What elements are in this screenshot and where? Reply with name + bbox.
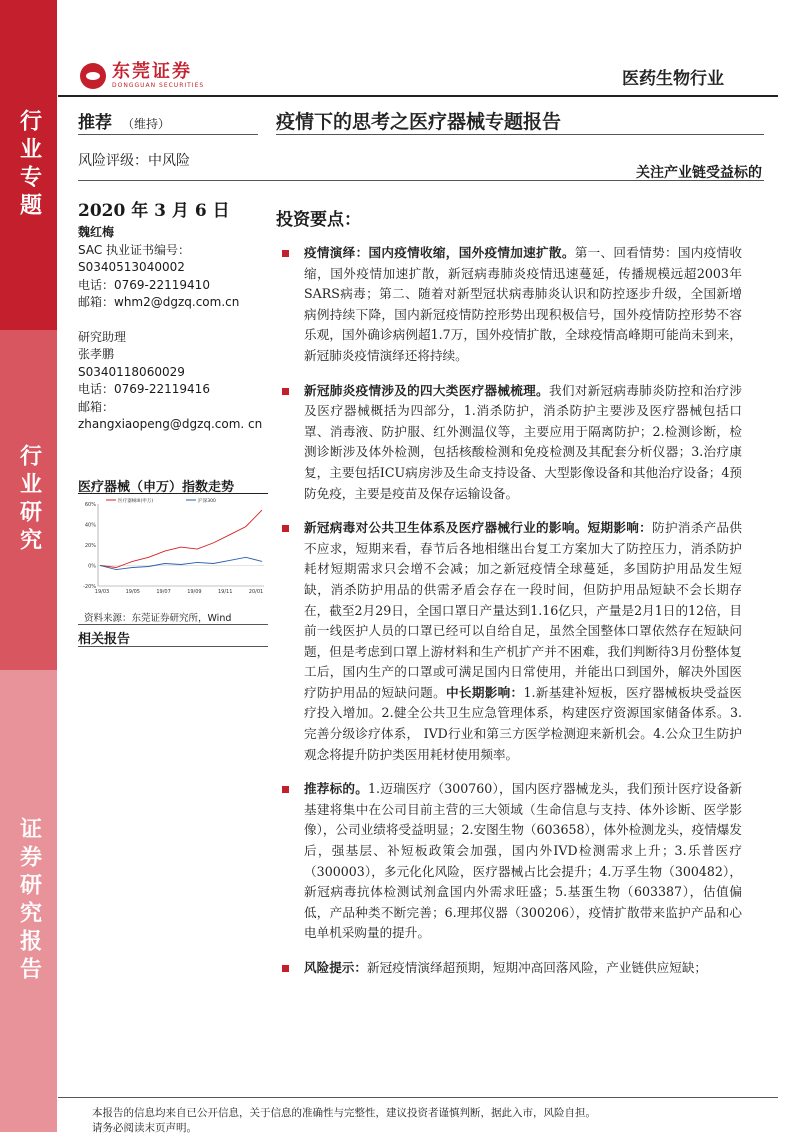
assistant-cert: S0340118060029 xyxy=(78,364,185,379)
bullet-body: 防护消杀产品供不应求，短期来看，春节后各地相继出台复工方案加大了防控压力，消杀防护耗材短期需求只会增不会减；加之新冠疫情全球蔓延，多国防护用品发生短缺，消杀防护用品的供需矛盾会存在一段时间，但防护用品短缺不会长期存在，截至2月29日，全国口罩日产量达到1.16亿只，产量是2月1日的12倍，目前一线医护人员的口罩已经可以自给自足，虽然全国整体口罩依然存在短缺问题，但是考虑到口罩上游材料和生产机扩产并不困难，我们判断待3月份整体复工后，国内生产的口罩或可满足国内日常使用，并能出口到国外，解决外国医疗防护用品的短缺问题。 xyxy=(304,520,743,700)
series-line-2 xyxy=(100,557,262,569)
analyst-phone: 电话：0769-22119410 xyxy=(78,277,210,292)
analyst-cert-label: SAC 执业证书编号： xyxy=(78,242,191,257)
risk-rating: 风险评级：中风险 xyxy=(78,153,190,169)
y-tick-label: 60% xyxy=(84,502,96,508)
report-title: 疫情下的思考之医疗器械专题报告 xyxy=(276,111,562,133)
logo-name-en: DONGGUAN SECURITIES xyxy=(112,82,205,89)
chart-source: 资料来源：东莞证券研究所，Wind xyxy=(84,613,232,624)
y-tick-label: 0% xyxy=(88,563,96,570)
sidebar xyxy=(0,0,57,1132)
x-tick-label: 19/07 xyxy=(156,589,171,595)
bullet-head: 推荐标的。 xyxy=(304,781,368,797)
industry-label: 医药生物行业 xyxy=(622,69,724,89)
analyst-info xyxy=(78,224,262,434)
related-divider xyxy=(78,646,268,647)
header-divider xyxy=(58,95,778,97)
legend-label-1: 医疗器械III(申万) xyxy=(118,499,154,504)
report-subtitle: 关注产业链受益标的 xyxy=(636,165,762,181)
bullet-body-2: 1.新基建补短板，医疗器械板块受益医疗投入增加。2.健全公共卫生应急管理体系，构建医疗资源国家储备体系。3.完善分级诊疗体系， IVD行业和第三方医学检测迎来新机会。4.公众卫生防护观念将提升防护类医用耗材使用频率。 xyxy=(304,684,742,762)
rating-label: 推荐 xyxy=(78,113,112,133)
sidebar-label: 行业专题 xyxy=(16,109,42,221)
left-divider xyxy=(78,134,258,135)
report-date: 2020 年 3 月 6 日 xyxy=(78,201,230,221)
chart-title: 医疗器械（申万）指数走势 xyxy=(78,480,235,495)
bullet-body: 我们对新冠病毒肺炎防控和治疗涉及医疗器械概括为四部分，1.消杀防护，消杀防护主要涉及医疗器械包括口罩、消毒液、防护服、红外测温仪等，主要应用于隔离防护；2.检测诊断，检测诊断涉及体外检测，包括核酸检测和免疫检测及其配套分析仪器；3.治疗康复，主要包括ICU病房涉及生命支持设备、大型影像设备和其他治疗设备；4预防免疫，主要是疫苗及保存运输设备。 xyxy=(304,382,743,501)
x-tick-label: 19/09 xyxy=(187,589,202,595)
company-logo xyxy=(80,62,204,89)
x-tick-label: 19/03 xyxy=(94,589,110,595)
bullet-impact xyxy=(276,518,742,765)
logo-name-cn: 东莞证券 xyxy=(112,61,192,82)
bullet-recommendations xyxy=(276,779,742,944)
bullet-body: 第一、回看情势：国内疫情收缩，国外疫情加速扩散，新冠病毒肺炎疫情迅速蔓延，传播规模远超2003年SARS病毒；第二、随着对新型冠状病毒肺炎认识和防控逐步升级，全国新增病例持续下降，国内新冠疫情防控形势出现积极信号，国外疫情防控形势不容乐观，国外确诊病例超1.7万，国外疫情扩散，全球疫情高峰期可能尚未到来，新冠肺炎疫情演绎还将持续。 xyxy=(304,245,743,363)
related-reports-heading: 相关报告 xyxy=(78,632,131,647)
bullet-body: 1.迈瑞医疗（300760），国内医疗器械龙头，我们预计医疗设备新基建将集中在公司目前主营的三大领域（生命信息与支持、体外诊断、医学影像），公司业绩将受益明显；2.安图生物（603658），体外检测龙头，疫情爆发后，强基层、补短板政策会加强，国内外IVD检测需求上升；3.乐普医疗（300003），多元化化风险，医疗器械占比会提升；4.万孚生物（300482），新冠病毒抗体检测试剂盒国内外需求旺盛；5.基蛋生物（603387），估值偏低，产品种类不断完善；6.理邦仪器（300206），疫情扩散带来监护产品和心电单机采购量的提升。 xyxy=(304,781,742,941)
sidebar-segment-industry-research xyxy=(0,330,57,670)
bullet-head: 疫情演绎：国内疫情收缩，国外疫情加速扩散。 xyxy=(304,245,575,260)
sidebar-label: 行业研究 xyxy=(16,444,42,556)
sidebar-segment-securities-report xyxy=(0,670,57,1132)
bullet-head: 风险提示： xyxy=(304,960,367,975)
rating-note: （维持） xyxy=(122,117,171,131)
analyst-email: 邮箱：whm2@dgzq.com.cn xyxy=(78,295,240,309)
footer-line-2: 请务必阅读末页声明。 xyxy=(92,1122,197,1134)
rating xyxy=(78,108,170,133)
assistant-email-label: 邮箱： xyxy=(78,399,115,414)
bullet-epidemic xyxy=(276,243,742,367)
logo-icon xyxy=(80,63,106,89)
analyst-cert: S0340513040002 xyxy=(78,260,185,274)
x-tick-label: 19/05 xyxy=(125,589,141,595)
bullet-body: 新冠疫情演绎超预期，短期冲高回落风险，产业链供应短缺； xyxy=(366,960,707,975)
bullet-head-2: 中长期影响： xyxy=(446,684,524,700)
y-tick-label: -20% xyxy=(83,584,96,590)
y-tick-label: 40% xyxy=(84,522,96,529)
assistant-name: 张孝鹏 xyxy=(78,347,115,361)
chart-bottom-divider xyxy=(78,624,268,625)
title-divider xyxy=(276,134,764,135)
bullet-device-categories xyxy=(276,381,742,505)
sidebar-label: 证券研究报告 xyxy=(16,817,42,985)
x-tick-label: 19/11 xyxy=(217,589,233,595)
key-points-title: 投资要点： xyxy=(276,210,361,230)
footer-divider xyxy=(58,1097,778,1098)
footer-line-1: 本报告的信息均来自已公开信息，关于信息的准确性与完整性，建议投资者谨慎判断，据此入市，风险自担。 xyxy=(92,1107,596,1119)
bullet-head: 新冠肺炎疫情涉及的四大类医疗器械梳理。 xyxy=(304,382,549,398)
index-trend-chart xyxy=(78,494,268,598)
bullet-risks xyxy=(276,958,742,979)
legend-label-2: 沪深300 xyxy=(198,499,216,504)
key-points-list xyxy=(276,243,742,993)
sidebar-segment-industry-topic xyxy=(0,0,57,330)
y-tick-label: 20% xyxy=(84,543,96,549)
analyst-name: 魏红梅 xyxy=(78,225,115,239)
x-tick-label: 20/01 xyxy=(248,589,264,595)
assistant-email: zhangxiaopeng@dgzq.com. cn xyxy=(78,417,263,431)
assistant-phone: 电话：0769-22119416 xyxy=(78,382,210,396)
bullet-head: 新冠病毒对公共卫生体系及医疗器械行业的影响。短期影响： xyxy=(304,520,653,536)
assistant-role: 研究助理 xyxy=(78,329,127,344)
